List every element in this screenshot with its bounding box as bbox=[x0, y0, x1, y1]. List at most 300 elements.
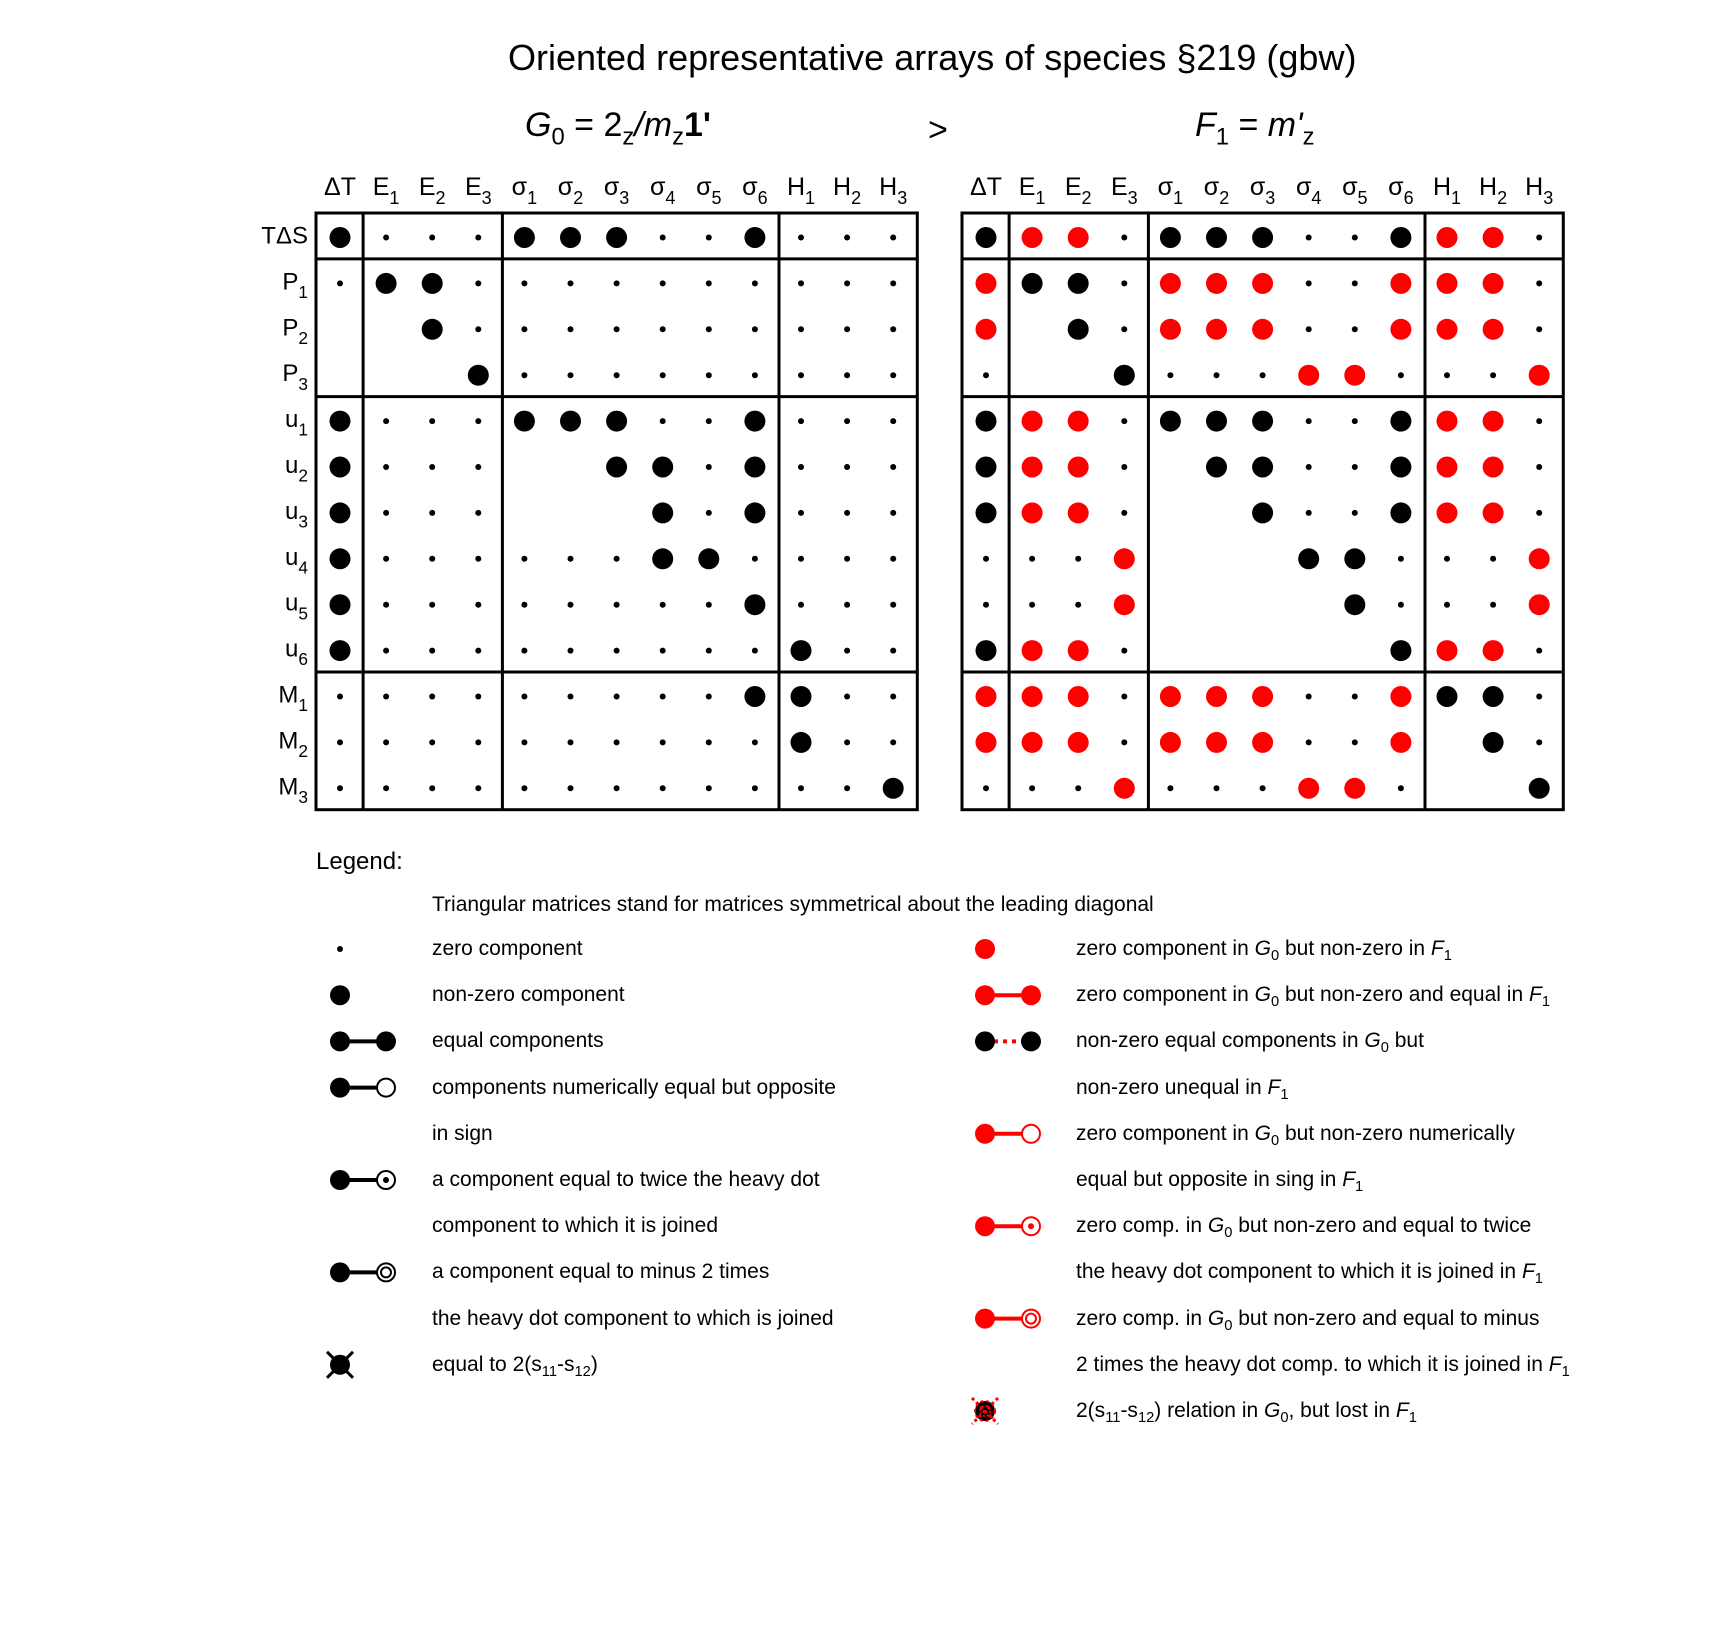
non-zero-component-dot bbox=[1160, 227, 1181, 248]
zero-component-dot bbox=[521, 648, 527, 654]
non-zero-component-dot bbox=[1483, 686, 1504, 707]
zero-component-dot bbox=[844, 556, 850, 562]
zero-component-dot bbox=[1536, 510, 1542, 516]
zero-component-dot bbox=[568, 280, 574, 286]
legend-symbol-black-dotted bbox=[975, 1031, 1041, 1051]
g0-column-header bbox=[419, 173, 446, 208]
zero-component-dot bbox=[660, 418, 666, 424]
label-part: , but lost in bbox=[1288, 1399, 1396, 1422]
red-component-dot bbox=[1298, 365, 1319, 386]
label-part: G bbox=[1364, 1029, 1381, 1053]
legend-right-entry-text bbox=[1076, 1029, 1424, 1057]
legend-right-entry-text bbox=[1076, 937, 1452, 965]
zero-component-dot bbox=[337, 694, 343, 700]
red-component-dot bbox=[976, 273, 997, 294]
zero-component-dot bbox=[521, 694, 527, 700]
red-component-dot bbox=[1390, 319, 1411, 340]
legend-left-entry-text bbox=[432, 1030, 604, 1051]
g0-column-header bbox=[696, 173, 721, 208]
red-component-dot bbox=[1022, 686, 1043, 707]
label-part: 1' bbox=[683, 106, 711, 144]
zero-component-dot bbox=[1398, 556, 1404, 562]
legend-symbol-red-opposite bbox=[975, 1124, 1040, 1144]
zero-component-dot bbox=[890, 280, 896, 286]
zero-component-dot bbox=[890, 464, 896, 470]
zero-component-dot bbox=[1536, 326, 1542, 332]
zero-component-dot bbox=[706, 602, 712, 608]
label-part: but bbox=[1388, 1029, 1424, 1053]
zero-component-dot bbox=[844, 739, 850, 745]
non-zero-component-dot bbox=[468, 365, 489, 386]
zero-component-dot bbox=[1352, 739, 1358, 745]
non-zero-component-dot bbox=[1437, 686, 1458, 707]
red-component-dot bbox=[1114, 778, 1135, 799]
subscript: 2 bbox=[298, 327, 308, 348]
non-zero-component-dot bbox=[976, 411, 997, 432]
zero-component-dot bbox=[844, 510, 850, 516]
red-component-dot bbox=[1068, 640, 1089, 661]
legend-right-entry-text bbox=[1076, 1306, 1540, 1334]
label-part: E bbox=[418, 173, 436, 201]
subscript: z bbox=[622, 123, 635, 151]
label-part: E bbox=[1110, 173, 1128, 201]
label-part: u bbox=[285, 452, 299, 479]
subscript: 5 bbox=[711, 188, 722, 208]
label-part: a component equal to minus 2 times bbox=[432, 1260, 770, 1284]
zero-component-dot bbox=[706, 694, 712, 700]
zero-component-dot bbox=[475, 602, 481, 608]
label-part: zero comp. in bbox=[1076, 1306, 1208, 1330]
label-part: σ bbox=[603, 173, 620, 201]
zero-component-dot bbox=[706, 235, 712, 241]
label-part: H bbox=[1432, 173, 1452, 201]
legend-left-entry-text bbox=[432, 1169, 820, 1190]
zero-component-dot bbox=[614, 326, 620, 332]
label-part: u bbox=[285, 635, 299, 663]
zero-component-dot bbox=[752, 372, 758, 378]
subscript: 0 bbox=[1380, 1040, 1389, 1057]
zero-component-dot bbox=[798, 602, 804, 608]
label-part: σ bbox=[1249, 173, 1266, 201]
zero-component-dot bbox=[1306, 739, 1312, 745]
subscript: 3 bbox=[619, 188, 630, 208]
legend-left-entry-text bbox=[432, 984, 625, 1005]
zero-component-dot bbox=[1260, 372, 1266, 378]
subscript: 6 bbox=[757, 188, 768, 208]
zero-component-dot bbox=[752, 739, 758, 745]
subscript: 1 bbox=[298, 695, 308, 716]
zero-component-dot bbox=[429, 785, 435, 791]
label-part: component to which it is joined bbox=[432, 1214, 718, 1238]
legend-right-entry-text bbox=[1076, 1214, 1532, 1242]
subscript: 2 bbox=[435, 188, 446, 208]
row-header bbox=[285, 636, 308, 670]
label-part: M bbox=[278, 727, 299, 755]
label-part: σ bbox=[742, 173, 758, 201]
non-zero-component-dot bbox=[1390, 411, 1411, 432]
legend-symbol-lost-cross bbox=[972, 1398, 998, 1424]
red-component-dot bbox=[1252, 273, 1273, 294]
zero-component-dot bbox=[706, 280, 712, 286]
non-zero-component-dot bbox=[560, 411, 581, 432]
zero-component-dot bbox=[890, 510, 896, 516]
red-component-dot bbox=[1252, 319, 1273, 340]
zero-component-dot bbox=[1306, 464, 1312, 470]
label-part: but non-zero and equal in bbox=[1279, 983, 1529, 1007]
label-part: zero component in bbox=[1076, 937, 1255, 960]
label-part: F bbox=[1548, 1352, 1562, 1376]
non-zero-component-dot bbox=[606, 227, 627, 248]
zero-component-dot bbox=[568, 739, 574, 745]
zero-component-dot bbox=[568, 556, 574, 562]
zero-component-dot bbox=[798, 556, 804, 562]
subscript: 2 bbox=[573, 188, 584, 208]
g0-column-header bbox=[465, 173, 492, 208]
zero-component-dot bbox=[890, 418, 896, 424]
zero-component-dot bbox=[429, 602, 435, 608]
legend-left-entry-text bbox=[432, 938, 583, 959]
f1-column-header bbox=[1296, 173, 1321, 208]
zero-component-dot bbox=[568, 648, 574, 654]
zero-component-dot bbox=[890, 326, 896, 332]
non-zero-component-dot bbox=[330, 411, 351, 432]
zero-component-dot bbox=[475, 556, 481, 562]
red-component-dot bbox=[1022, 502, 1043, 523]
zero-component-dot bbox=[798, 372, 804, 378]
non-zero-component-dot bbox=[976, 502, 997, 523]
label-part: non-zero component bbox=[432, 983, 625, 1007]
red-component-dot bbox=[1022, 732, 1043, 753]
zero-component-dot bbox=[1352, 694, 1358, 700]
zero-component-dot bbox=[568, 785, 574, 791]
label-part: equal but opposite in sing in bbox=[1076, 1168, 1343, 1191]
label-part: F bbox=[1267, 1075, 1281, 1099]
label-part: 2 times the heavy dot comp. to which it is joined in bbox=[1076, 1352, 1549, 1376]
relation-symbol: > bbox=[928, 111, 948, 149]
zero-component-dot bbox=[844, 785, 850, 791]
non-zero-component-dot bbox=[791, 640, 812, 661]
zero-component-dot bbox=[890, 739, 896, 745]
label-part: F bbox=[1521, 1260, 1535, 1284]
zero-component-dot bbox=[337, 739, 343, 745]
row-header bbox=[261, 223, 308, 250]
subscript: 1 bbox=[1280, 1086, 1289, 1103]
zero-component-dot bbox=[1444, 372, 1450, 378]
red-component-dot bbox=[1483, 227, 1504, 248]
label-part: non-zero unequal in bbox=[1076, 1075, 1268, 1099]
label-part: σ bbox=[557, 173, 574, 201]
label-part: -s bbox=[557, 1352, 575, 1376]
red-component-dot bbox=[1068, 732, 1089, 753]
g0-column-header bbox=[787, 173, 815, 208]
row-header bbox=[282, 360, 308, 394]
zero-component-dot bbox=[429, 648, 435, 654]
row-header bbox=[278, 773, 308, 807]
zero-component-dot bbox=[660, 694, 666, 700]
subscript: 2 bbox=[298, 465, 308, 486]
label-part: F bbox=[1528, 983, 1542, 1007]
label-part: but non-zero and equal to twice bbox=[1232, 1214, 1532, 1238]
zero-component-dot bbox=[383, 556, 389, 562]
subscript: 3 bbox=[897, 188, 908, 208]
zero-component-dot bbox=[475, 648, 481, 654]
non-zero-component-dot bbox=[422, 319, 443, 340]
legend-left-entry-text bbox=[432, 1308, 834, 1329]
legend-right-entry-text bbox=[1076, 983, 1550, 1011]
zero-component-dot bbox=[1260, 785, 1266, 791]
red-component-dot bbox=[1344, 365, 1365, 386]
subscript: 0 bbox=[551, 123, 565, 151]
zero-component-dot bbox=[383, 739, 389, 745]
zero-component-dot bbox=[568, 694, 574, 700]
zero-component-dot bbox=[521, 280, 527, 286]
subscript: 2 bbox=[851, 188, 862, 208]
zero-component-dot bbox=[1121, 739, 1127, 745]
zero-component-dot bbox=[429, 464, 435, 470]
red-component-dot bbox=[1483, 640, 1504, 661]
label-part: non-zero equal components in bbox=[1076, 1029, 1365, 1053]
zero-component-dot bbox=[983, 602, 989, 608]
zero-component-dot bbox=[890, 602, 896, 608]
g0-column-header bbox=[324, 173, 356, 201]
zero-component-dot bbox=[844, 280, 850, 286]
f1-column-header bbox=[1204, 173, 1229, 208]
zero-component-dot bbox=[752, 556, 758, 562]
zero-component-dot bbox=[844, 464, 850, 470]
non-zero-component-dot bbox=[1390, 502, 1411, 523]
label-part: H bbox=[833, 173, 852, 201]
label-part: but non-zero numerically bbox=[1279, 1121, 1515, 1145]
subscript: 3 bbox=[1543, 188, 1554, 208]
label-part: M bbox=[278, 773, 299, 801]
zero-component-dot bbox=[1121, 235, 1127, 241]
legend-symbol-red-twice bbox=[975, 1216, 1040, 1236]
red-component-dot bbox=[1529, 548, 1550, 569]
label-part: ) relation in bbox=[1154, 1399, 1264, 1422]
non-zero-component-dot bbox=[1068, 319, 1089, 340]
g0-column-header bbox=[833, 173, 861, 208]
zero-component-dot bbox=[798, 464, 804, 470]
g0-column-header bbox=[512, 173, 537, 208]
non-zero-component-dot bbox=[1114, 365, 1135, 386]
zero-component-dot bbox=[429, 694, 435, 700]
zero-component-dot bbox=[521, 556, 527, 562]
red-component-dot bbox=[1437, 457, 1458, 478]
subscript: 4 bbox=[1311, 188, 1322, 208]
f1-column-header bbox=[1479, 173, 1507, 208]
zero-component-dot bbox=[1352, 326, 1358, 332]
non-zero-component-dot bbox=[560, 227, 581, 248]
zero-component-dot bbox=[383, 785, 389, 791]
zero-component-dot bbox=[1121, 280, 1127, 286]
label-part: F bbox=[1342, 1168, 1356, 1191]
red-component-dot bbox=[1437, 227, 1458, 248]
g0-matrix bbox=[316, 213, 917, 810]
label-part: -s bbox=[1120, 1399, 1138, 1422]
label-part: 2(s bbox=[1076, 1399, 1106, 1422]
zero-component-dot bbox=[1352, 510, 1358, 516]
zero-component-dot bbox=[429, 556, 435, 562]
zero-component-dot bbox=[890, 372, 896, 378]
subscript: 3 bbox=[298, 373, 308, 394]
row-header bbox=[285, 452, 308, 486]
label-part: equal components bbox=[432, 1029, 604, 1053]
subscript: 3 bbox=[1265, 188, 1276, 208]
red-component-dot bbox=[1022, 227, 1043, 248]
zero-component-dot bbox=[890, 556, 896, 562]
zero-component-dot bbox=[844, 602, 850, 608]
zero-component-dot bbox=[475, 785, 481, 791]
label-part: G bbox=[525, 106, 552, 144]
label-part: TΔS bbox=[261, 222, 308, 250]
zero-component-dot bbox=[614, 694, 620, 700]
non-zero-component-dot bbox=[1022, 273, 1043, 294]
red-component-dot bbox=[1390, 686, 1411, 707]
zero-component-dot bbox=[1352, 235, 1358, 241]
zero-component-dot bbox=[1121, 326, 1127, 332]
zero-component-dot bbox=[1536, 235, 1542, 241]
zero-component-dot bbox=[1029, 556, 1035, 562]
zero-component-dot bbox=[798, 510, 804, 516]
non-zero-component-dot bbox=[1529, 778, 1550, 799]
f1-column-header bbox=[1525, 173, 1553, 208]
f1-column-header bbox=[1342, 173, 1367, 208]
label-part: F bbox=[1195, 106, 1216, 144]
f1-column-header bbox=[1158, 173, 1183, 208]
label-part: σ bbox=[1342, 173, 1358, 201]
zero-component-dot bbox=[706, 464, 712, 470]
zero-component-dot bbox=[1306, 280, 1312, 286]
label-part: G bbox=[1254, 937, 1271, 960]
subscript: 11 bbox=[1105, 1410, 1121, 1427]
zero-component-dot bbox=[568, 602, 574, 608]
zero-component-dot bbox=[1075, 602, 1081, 608]
label-part: a component equal to twice the heavy dot bbox=[432, 1168, 820, 1191]
zero-component-dot bbox=[752, 648, 758, 654]
subscript: 1 bbox=[1408, 1410, 1417, 1427]
subscript: 1 bbox=[527, 188, 538, 208]
g0-column-header bbox=[879, 173, 907, 208]
zero-component-dot bbox=[568, 326, 574, 332]
subscript: 1 bbox=[298, 419, 308, 440]
non-zero-component-dot bbox=[698, 548, 719, 569]
subscript: z bbox=[1302, 123, 1315, 151]
non-zero-component-dot bbox=[1252, 411, 1273, 432]
zero-component-dot bbox=[383, 464, 389, 470]
red-component-dot bbox=[1529, 365, 1550, 386]
non-zero-component-dot bbox=[1206, 457, 1227, 478]
legend-symbol-opposite bbox=[330, 1078, 395, 1098]
zero-component-dot bbox=[844, 648, 850, 654]
zero-component-dot bbox=[521, 602, 527, 608]
subscript: 1 bbox=[1173, 188, 1184, 208]
zero-component-dot bbox=[844, 694, 850, 700]
subscript: 4 bbox=[298, 557, 308, 578]
non-zero-component-dot bbox=[422, 273, 443, 294]
row-header bbox=[285, 498, 308, 532]
legend-right-entry-text bbox=[1076, 1121, 1515, 1149]
subscript: z bbox=[672, 123, 684, 151]
row-header bbox=[278, 682, 308, 716]
red-component-dot bbox=[976, 732, 997, 753]
subscript: 0 bbox=[1280, 1410, 1289, 1427]
non-zero-component-dot bbox=[514, 227, 535, 248]
legend-symbol-red-minus2 bbox=[975, 1309, 1040, 1329]
non-zero-component-dot bbox=[744, 502, 765, 523]
non-zero-component-dot bbox=[744, 457, 765, 478]
subscript: 5 bbox=[298, 603, 308, 624]
label-part: E bbox=[464, 173, 482, 201]
zero-component-dot bbox=[660, 235, 666, 241]
zero-component-dot bbox=[1536, 648, 1542, 654]
subscript: 0 bbox=[1270, 994, 1280, 1011]
zero-component-dot bbox=[383, 235, 389, 241]
zero-component-dot bbox=[521, 326, 527, 332]
non-zero-component-dot bbox=[1298, 548, 1319, 569]
non-zero-component-dot bbox=[976, 227, 997, 248]
red-component-dot bbox=[1022, 457, 1043, 478]
zero-component-dot bbox=[475, 694, 481, 700]
label-part: σ bbox=[649, 173, 666, 201]
non-zero-component-dot bbox=[652, 548, 673, 569]
label-part: E bbox=[372, 173, 390, 201]
non-zero-component-dot bbox=[514, 411, 535, 432]
red-component-dot bbox=[1160, 686, 1181, 707]
row-header bbox=[282, 314, 308, 348]
red-component-dot bbox=[1483, 411, 1504, 432]
red-component-dot bbox=[976, 319, 997, 340]
zero-component-dot bbox=[1075, 785, 1081, 791]
zero-component-dot bbox=[706, 739, 712, 745]
zero-component-dot bbox=[890, 694, 896, 700]
label-part: zero component bbox=[432, 937, 583, 960]
zero-component-dot bbox=[660, 648, 666, 654]
zero-component-dot bbox=[798, 280, 804, 286]
non-zero-component-dot bbox=[1206, 227, 1227, 248]
red-component-dot bbox=[1529, 594, 1550, 615]
f1-column-header bbox=[1433, 173, 1461, 208]
label-part: ΔT bbox=[970, 173, 1002, 201]
row-header bbox=[285, 406, 308, 440]
zero-component-dot bbox=[844, 326, 850, 332]
label-part: u bbox=[285, 497, 299, 525]
subscript: 2 bbox=[1081, 188, 1092, 208]
non-zero-component-dot bbox=[1483, 732, 1504, 753]
legend-symbol-minus2 bbox=[330, 1262, 395, 1282]
zero-component-dot bbox=[1306, 326, 1312, 332]
zero-component-dot bbox=[614, 602, 620, 608]
zero-component-dot bbox=[568, 372, 574, 378]
zero-component-dot bbox=[521, 785, 527, 791]
zero-component-dot bbox=[706, 418, 712, 424]
figure-title: Oriented representative arrays of species §219 (gbw) bbox=[508, 37, 1357, 78]
red-component-dot bbox=[1483, 457, 1504, 478]
zero-component-dot bbox=[475, 464, 481, 470]
non-zero-component-dot bbox=[330, 640, 351, 661]
g0-frame bbox=[316, 213, 917, 810]
label-part: u bbox=[285, 543, 299, 571]
red-component-dot bbox=[1206, 319, 1227, 340]
red-component-dot bbox=[1483, 502, 1504, 523]
label-part: E bbox=[1018, 173, 1036, 201]
f1-column-header bbox=[1019, 173, 1046, 208]
zero-component-dot bbox=[614, 648, 620, 654]
subscript: 1 bbox=[1215, 123, 1230, 151]
zero-component-dot bbox=[798, 785, 804, 791]
subscript: 6 bbox=[298, 649, 308, 670]
subscript: 1 bbox=[1443, 948, 1452, 965]
g0-column-header bbox=[558, 173, 583, 208]
